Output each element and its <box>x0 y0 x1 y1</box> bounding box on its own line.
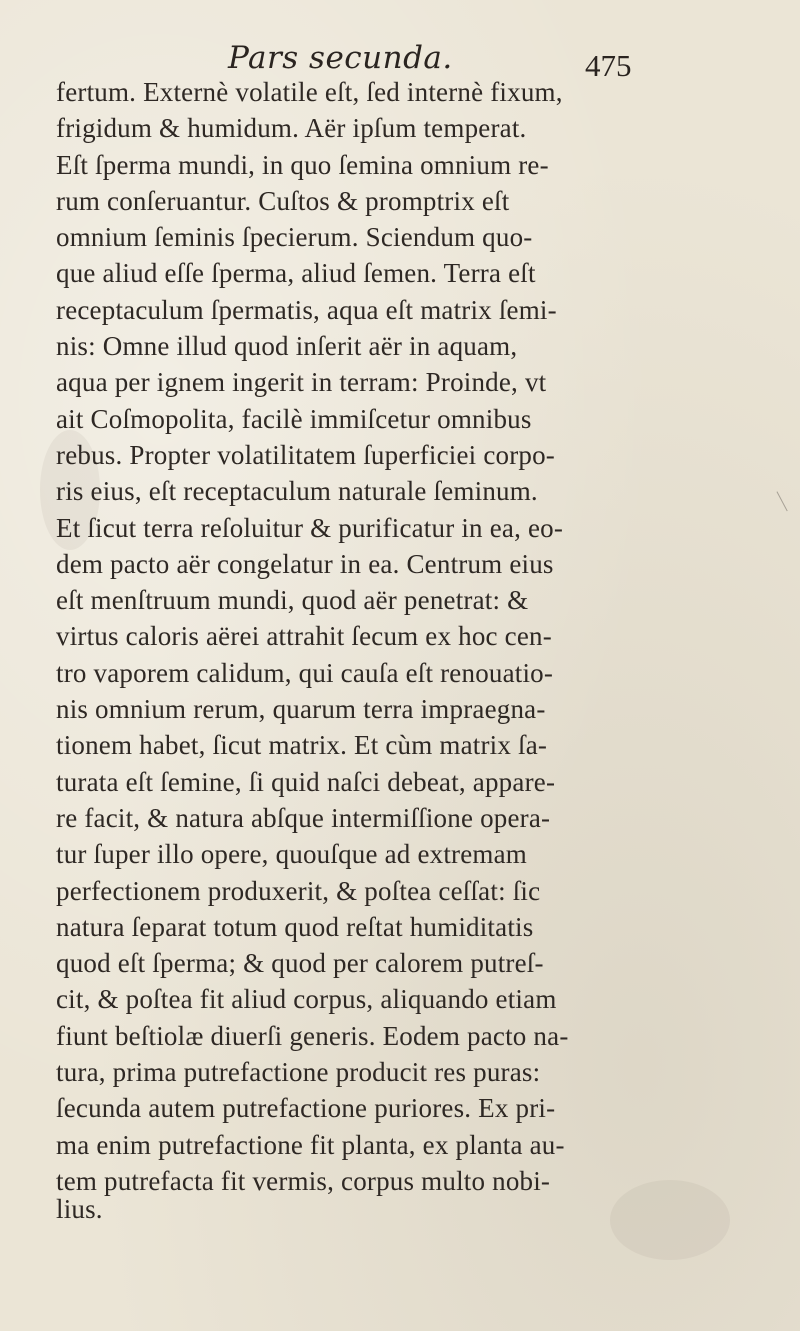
text-line: tem putrefacta fit vermis, corpus multo nobi- <box>56 1165 551 1196</box>
text-line: ris eius, eſt receptaculum naturale ſeminum. <box>56 476 538 507</box>
text-line: fiunt beſtiolæ diuerſi generis. Eodem pacto na- <box>56 1020 569 1051</box>
text-line: ait Coſmopolita, facilè immiſcetur omnibus <box>56 403 532 434</box>
text-line: re facit, & natura abſque intermiſſione opera- <box>56 802 551 833</box>
text-line: cit, & poſtea fit aliud corpus, aliquando etiam <box>56 984 557 1015</box>
body-text <box>56 74 756 1228</box>
margin-mark <box>776 487 796 512</box>
text-line: quod eſt ſperma; & quod per calorem putreſ- <box>56 948 544 979</box>
text-line: fertum. Externè volatile eſt, ſed internè fixum, <box>56 77 563 107</box>
text-line: tro vaporem calidum, qui cauſa eſt renouatio- <box>56 657 554 688</box>
text-line: tionem habet, ſicut matrix. Et cùm matrix ſa- <box>56 730 548 761</box>
text-line: Et ſicut terra reſoluitur & purificatur in ea, eo- <box>56 512 564 543</box>
text-line: nis: Omne illud quod inſerit aër in aquam, <box>56 331 518 362</box>
text-line: ſecunda autem putrefactione puriores. Ex pri- <box>56 1093 556 1124</box>
text-line: omnium ſeminis ſpecierum. Sciendum quo- <box>56 222 533 253</box>
text-line: perfectionem produxerit, & poſtea ceſſat: ſic <box>56 875 541 906</box>
text-line: ma enim putrefactione fit planta, ex planta au- <box>56 1129 565 1160</box>
text-line: frigidum & humidum. Aër ipſum temperat. <box>56 113 527 144</box>
text-line: virtus caloris aërei attrahit ſecum ex hoc cen- <box>56 621 552 652</box>
text-line: natura ſeparat totum quod reſtat humiditatis <box>56 911 534 942</box>
running-title: Pars secunda. <box>228 40 453 76</box>
text-line: tura, prima putrefactione producit res puras: <box>56 1057 541 1088</box>
text-line: lius. <box>56 1194 103 1225</box>
text-line: que aliud eſſe ſperma, aliud ſemen. Terra eſt <box>56 258 536 289</box>
text-line: receptaculum ſpermatis, aqua eſt matrix ſemi- <box>56 294 557 325</box>
text-line: tur ſuper illo opere, quouſque ad extremam <box>56 839 527 870</box>
text-line: rum conſeruantur. Cuſtos & promptrix eſt <box>56 185 510 216</box>
text-line: eſt menſtruum mundi, quod aër penetrat: & <box>56 585 529 616</box>
text-line: nis omnium rerum, quarum terra impraegna- <box>56 694 546 725</box>
page-number: 475 <box>585 48 632 83</box>
text-line: dem pacto aër congelatur in ea. Centrum eius <box>56 548 554 579</box>
text-line: turata eſt ſemine, ſi quid naſci debeat, appare- <box>56 766 556 797</box>
text-line: Eſt ſperma mundi, in quo ſemina omnium re- <box>56 149 549 180</box>
text-line: rebus. Propter volatilitatem ſuperficiei corpo- <box>56 439 555 470</box>
text-line: aqua per ignem ingerit in terram: Proinde, vt <box>56 367 547 398</box>
